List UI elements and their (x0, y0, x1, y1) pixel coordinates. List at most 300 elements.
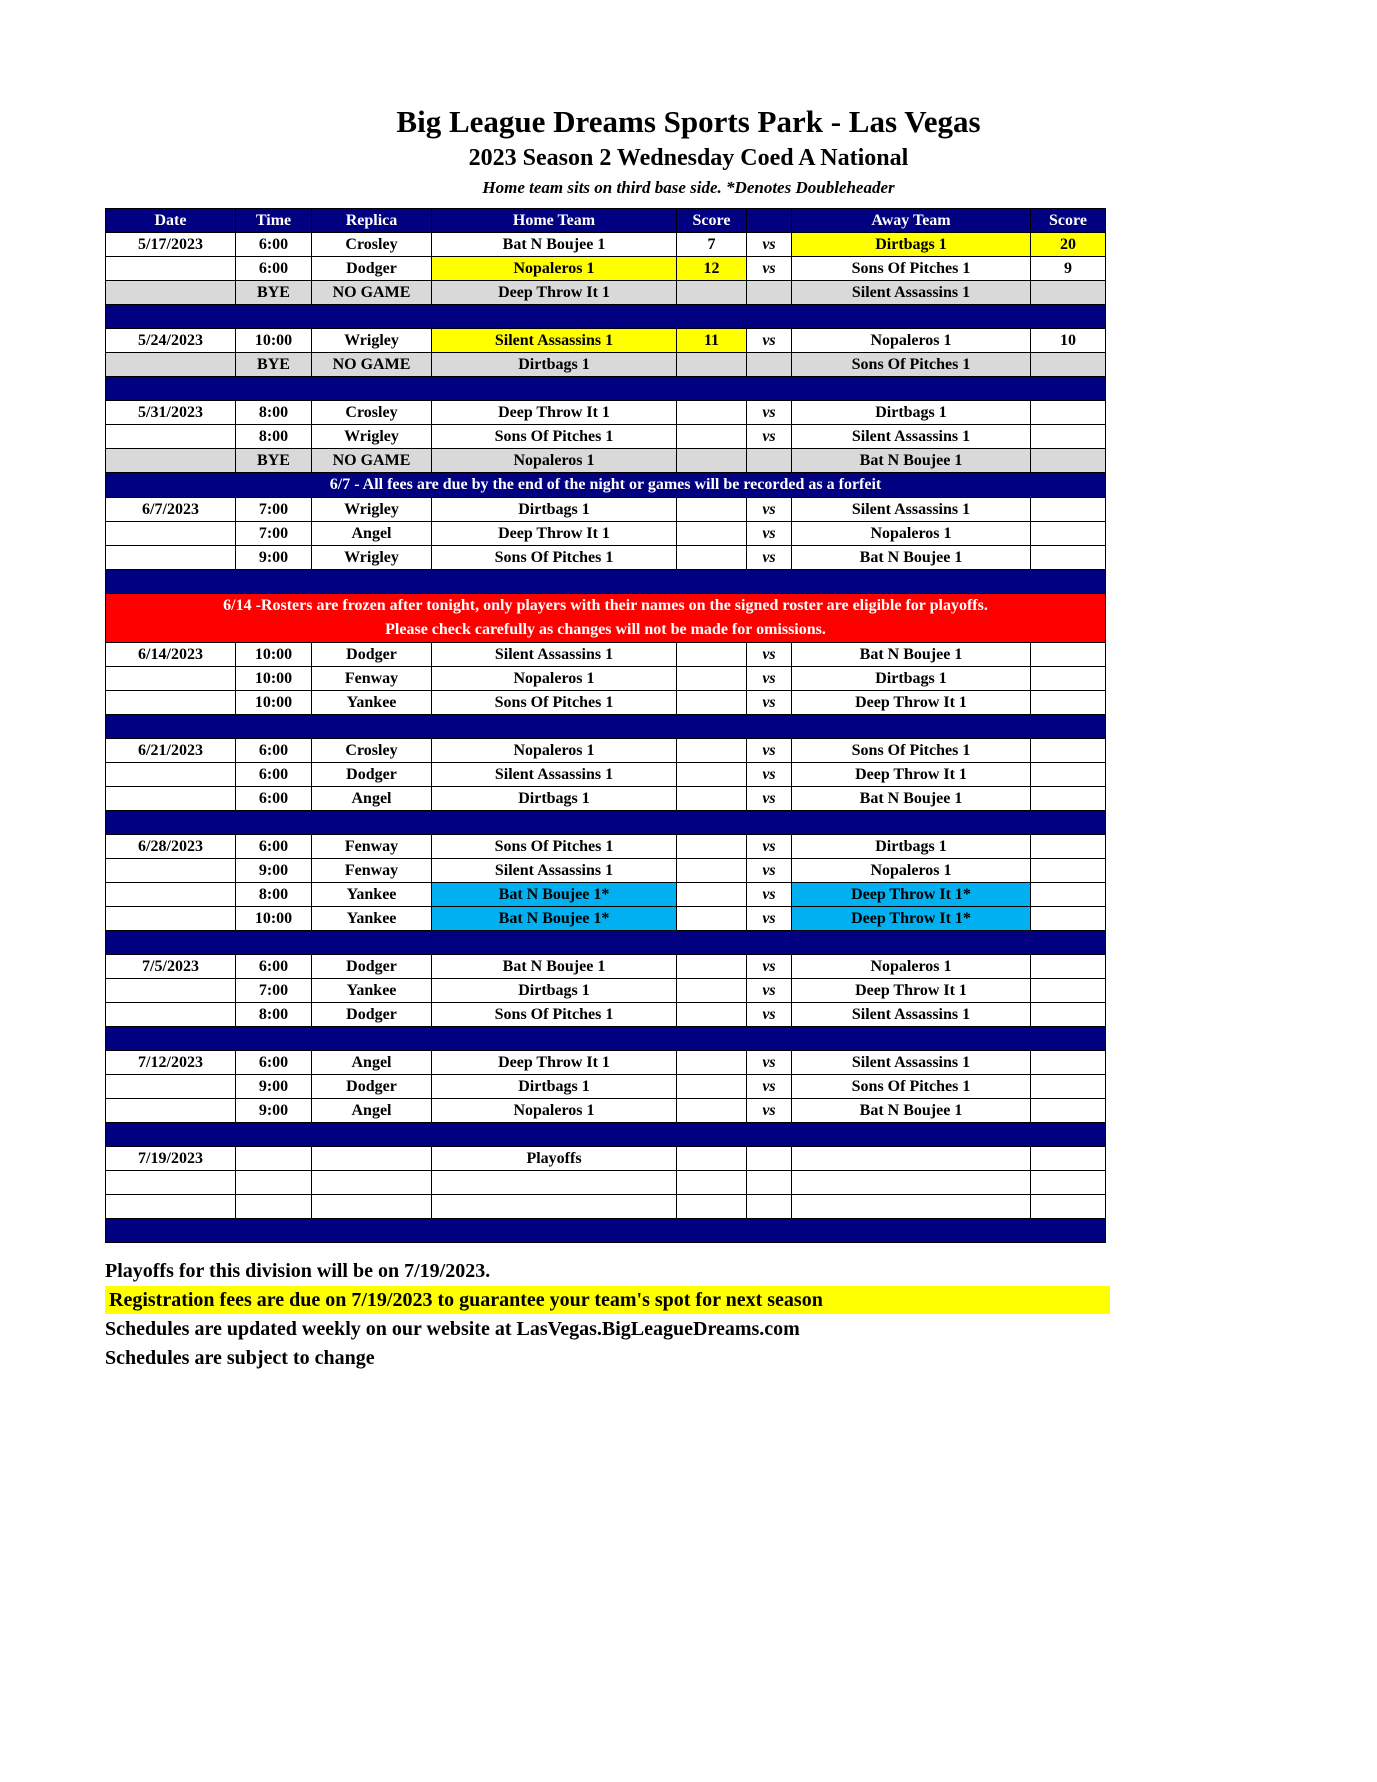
notice-cell (106, 594, 1106, 643)
date-cell (106, 546, 236, 570)
schedule-table (105, 208, 1106, 1243)
empty-row (106, 1195, 1106, 1219)
home-score-cell (677, 281, 747, 305)
notice-line: 6/7 - All fees are due by the end of the night or games will be recorded as a forfeit (329, 476, 882, 494)
separator-cell (106, 570, 1106, 594)
replica-cell: Yankee (312, 883, 432, 907)
vs-cell: vs (747, 425, 792, 449)
home-team-cell: Sons Of Pitches 1 (432, 691, 677, 715)
home-team-cell: Silent Assassins 1 (432, 859, 677, 883)
away-team-cell: Deep Throw It 1* (792, 883, 1031, 907)
home-score-cell (677, 498, 747, 522)
away-score-cell (1031, 883, 1106, 907)
away-score-cell (1031, 498, 1106, 522)
vs-cell: vs (747, 667, 792, 691)
time-cell (236, 1147, 312, 1171)
separator-row (106, 377, 1106, 401)
game-row (106, 859, 1106, 883)
home-score-cell: 12 (677, 257, 747, 281)
separator-cell (106, 305, 1106, 329)
away-score-cell (1031, 1051, 1106, 1075)
time-cell: 10:00 (236, 667, 312, 691)
separator-cell (106, 931, 1106, 955)
away-team-cell: Dirtbags 1 (792, 401, 1031, 425)
footer-line: Playoffs for this division will be on 7/19/2023. (105, 1260, 491, 1283)
home-score-cell (677, 1099, 747, 1123)
vs-cell: vs (747, 1099, 792, 1123)
replica-cell (312, 1147, 432, 1171)
date-cell (106, 787, 236, 811)
game-row (106, 883, 1106, 907)
away-team-cell: Deep Throw It 1* (792, 907, 1031, 931)
home-team-cell: Dirtbags 1 (432, 979, 677, 1003)
replica-cell: Yankee (312, 907, 432, 931)
notice-row (106, 594, 1106, 643)
replica-cell: Wrigley (312, 546, 432, 570)
game-row (106, 401, 1106, 425)
bye-row (106, 449, 1106, 473)
separator-cell (106, 715, 1106, 739)
home-score-cell (677, 1051, 747, 1075)
away-team-cell: Deep Throw It 1 (792, 691, 1031, 715)
page-note: Home team sits on third base side. *Denotes Doubleheader (482, 178, 895, 198)
away-score-cell (1031, 787, 1106, 811)
home-score-cell (677, 787, 747, 811)
replica-cell: Wrigley (312, 425, 432, 449)
date-cell: 5/17/2023 (106, 233, 236, 257)
time-cell: 9:00 (236, 1075, 312, 1099)
vs-cell: vs (747, 233, 792, 257)
date-cell (106, 281, 236, 305)
away-team-cell: Bat N Boujee 1 (792, 1099, 1031, 1123)
home-score-cell (677, 353, 747, 377)
separator-cell (106, 377, 1106, 401)
home-team-cell: Nopaleros 1 (432, 257, 677, 281)
separator-cell (106, 1027, 1106, 1051)
away-score-cell (1031, 979, 1106, 1003)
home-score-cell (677, 979, 747, 1003)
time-cell: 6:00 (236, 257, 312, 281)
separator-row (106, 1123, 1106, 1147)
home-team-cell: Deep Throw It 1 (432, 281, 677, 305)
away-score-cell (1031, 1075, 1106, 1099)
date-cell (106, 859, 236, 883)
away-team-cell: Dirtbags 1 (792, 233, 1031, 257)
away-team-cell: Silent Assassins 1 (792, 281, 1031, 305)
date-cell (106, 979, 236, 1003)
home-score-cell (677, 449, 747, 473)
header-row (106, 209, 1106, 233)
column-header: Home Team (432, 209, 677, 233)
away-team-cell (792, 1171, 1031, 1195)
date-cell: 5/31/2023 (106, 401, 236, 425)
bye-row (106, 353, 1106, 377)
home-score-cell: 11 (677, 329, 747, 353)
home-team-cell: Sons Of Pitches 1 (432, 835, 677, 859)
away-score-cell (1031, 1099, 1106, 1123)
away-team-cell: Sons Of Pitches 1 (792, 739, 1031, 763)
home-score-cell (677, 643, 747, 667)
replica-cell: Crosley (312, 401, 432, 425)
date-cell: 6/28/2023 (106, 835, 236, 859)
time-cell: 8:00 (236, 1003, 312, 1027)
notice-row (106, 473, 1106, 498)
time-cell: 6:00 (236, 233, 312, 257)
replica-cell: NO GAME (312, 353, 432, 377)
time-cell: 7:00 (236, 498, 312, 522)
away-score-cell (1031, 425, 1106, 449)
home-score-cell (677, 691, 747, 715)
home-team-cell: Deep Throw It 1 (432, 522, 677, 546)
time-cell: 8:00 (236, 883, 312, 907)
column-header (747, 209, 792, 233)
time-cell: 6:00 (236, 835, 312, 859)
away-score-cell: 20 (1031, 233, 1106, 257)
away-team-cell: Bat N Boujee 1 (792, 449, 1031, 473)
date-cell (106, 907, 236, 931)
vs-cell: vs (747, 883, 792, 907)
time-cell: BYE (236, 449, 312, 473)
notice-cell (106, 473, 1106, 498)
separator-cell (106, 1123, 1106, 1147)
home-score-cell (677, 883, 747, 907)
vs-cell (747, 1195, 792, 1219)
vs-cell: vs (747, 835, 792, 859)
home-score-cell (677, 955, 747, 979)
home-team-cell: Bat N Boujee 1 (432, 233, 677, 257)
home-score-cell (677, 907, 747, 931)
away-score-cell (1031, 522, 1106, 546)
home-team-cell: Nopaleros 1 (432, 739, 677, 763)
separator-row (106, 715, 1106, 739)
home-score-cell (677, 667, 747, 691)
game-row (106, 1099, 1106, 1123)
time-cell: 8:00 (236, 425, 312, 449)
vs-cell (747, 281, 792, 305)
vs-cell: vs (747, 257, 792, 281)
date-cell (106, 691, 236, 715)
replica-cell: NO GAME (312, 281, 432, 305)
home-score-cell (677, 546, 747, 570)
time-cell (236, 1195, 312, 1219)
vs-cell (747, 353, 792, 377)
home-score-cell (677, 522, 747, 546)
date-cell (106, 1003, 236, 1027)
away-score-cell (1031, 955, 1106, 979)
away-score-cell (1031, 667, 1106, 691)
vs-cell: vs (747, 401, 792, 425)
footer (105, 1257, 1110, 1372)
game-row (106, 1147, 1106, 1171)
vs-cell (747, 1171, 792, 1195)
away-score-cell (1031, 763, 1106, 787)
vs-cell: vs (747, 498, 792, 522)
away-team-cell: Bat N Boujee 1 (792, 546, 1031, 570)
home-team-cell: Bat N Boujee 1 (432, 955, 677, 979)
game-row (106, 835, 1106, 859)
date-cell (106, 1075, 236, 1099)
game-row (106, 1075, 1106, 1099)
away-team-cell: Dirtbags 1 (792, 835, 1031, 859)
replica-cell: Angel (312, 1099, 432, 1123)
away-team-cell: Sons Of Pitches 1 (792, 353, 1031, 377)
empty-row (106, 1171, 1106, 1195)
date-cell (106, 1171, 236, 1195)
bye-row (106, 281, 1106, 305)
game-row (106, 498, 1106, 522)
time-cell: 9:00 (236, 546, 312, 570)
game-row (106, 425, 1106, 449)
vs-cell: vs (747, 859, 792, 883)
home-team-cell: Sons Of Pitches 1 (432, 425, 677, 449)
page-title: Big League Dreams Sports Park - Las Vegas (396, 104, 981, 139)
vs-cell: vs (747, 739, 792, 763)
away-team-cell: Deep Throw It 1 (792, 763, 1031, 787)
home-score-cell (677, 1171, 747, 1195)
home-team-cell: Nopaleros 1 (432, 1099, 677, 1123)
game-row (106, 979, 1106, 1003)
game-row (106, 667, 1106, 691)
replica-cell: Dodger (312, 1003, 432, 1027)
time-cell: 8:00 (236, 401, 312, 425)
away-team-cell: Bat N Boujee 1 (792, 643, 1031, 667)
replica-cell: Wrigley (312, 498, 432, 522)
vs-cell (747, 1147, 792, 1171)
home-team-cell: Nopaleros 1 (432, 449, 677, 473)
home-score-cell (677, 739, 747, 763)
separator-row (106, 931, 1106, 955)
home-score-cell (677, 1147, 747, 1171)
home-score-cell (677, 859, 747, 883)
separator-row (106, 1027, 1106, 1051)
home-team-cell: Silent Assassins 1 (432, 643, 677, 667)
vs-cell: vs (747, 763, 792, 787)
game-row (106, 546, 1106, 570)
date-cell (106, 667, 236, 691)
date-cell (106, 449, 236, 473)
away-team-cell: Sons Of Pitches 1 (792, 257, 1031, 281)
home-score-cell (677, 1075, 747, 1099)
column-header: Replica (312, 209, 432, 233)
date-cell (106, 257, 236, 281)
vs-cell: vs (747, 955, 792, 979)
away-team-cell: Nopaleros 1 (792, 955, 1031, 979)
replica-cell: Angel (312, 1051, 432, 1075)
away-score-cell (1031, 1147, 1106, 1171)
time-cell (236, 1171, 312, 1195)
home-team-cell: Sons Of Pitches 1 (432, 546, 677, 570)
separator-cell (106, 1219, 1106, 1243)
home-score-cell (677, 425, 747, 449)
footer-line: Schedules are updated weekly on our website at LasVegas.BigLeagueDreams.com (105, 1318, 800, 1341)
game-row (106, 955, 1106, 979)
date-cell (106, 522, 236, 546)
time-cell: 6:00 (236, 1051, 312, 1075)
home-score-cell: 7 (677, 233, 747, 257)
time-cell: 6:00 (236, 739, 312, 763)
home-team-cell: Bat N Boujee 1* (432, 883, 677, 907)
home-team-cell: Dirtbags 1 (432, 353, 677, 377)
date-cell (106, 763, 236, 787)
date-cell: 6/7/2023 (106, 498, 236, 522)
date-cell: 5/24/2023 (106, 329, 236, 353)
away-score-cell (1031, 401, 1106, 425)
schedule-body (106, 233, 1106, 1243)
column-header: Date (106, 209, 236, 233)
game-row (106, 233, 1106, 257)
replica-cell: Fenway (312, 859, 432, 883)
date-cell: 7/19/2023 (106, 1147, 236, 1171)
replica-cell: Fenway (312, 835, 432, 859)
away-score-cell (1031, 1003, 1106, 1027)
away-score-cell (1031, 281, 1106, 305)
away-score-cell: 9 (1031, 257, 1106, 281)
away-team-cell: Dirtbags 1 (792, 667, 1031, 691)
away-score-cell (1031, 643, 1106, 667)
away-score-cell (1031, 449, 1106, 473)
vs-cell: vs (747, 907, 792, 931)
vs-cell: vs (747, 1003, 792, 1027)
home-team-cell: Bat N Boujee 1* (432, 907, 677, 931)
home-team-cell (432, 1171, 677, 1195)
home-team-cell: Sons Of Pitches 1 (432, 1003, 677, 1027)
home-score-cell (677, 835, 747, 859)
vs-cell: vs (747, 691, 792, 715)
vs-cell: vs (747, 1075, 792, 1099)
column-header: Score (677, 209, 747, 233)
away-team-cell (792, 1195, 1031, 1219)
replica-cell: NO GAME (312, 449, 432, 473)
time-cell: 7:00 (236, 979, 312, 1003)
time-cell: 9:00 (236, 1099, 312, 1123)
page-subtitle: 2023 Season 2 Wednesday Coed A National (468, 145, 909, 172)
date-cell: 6/21/2023 (106, 739, 236, 763)
separator-row (106, 305, 1106, 329)
column-header: Score (1031, 209, 1106, 233)
column-header: Away Team (792, 209, 1031, 233)
replica-cell: Dodger (312, 955, 432, 979)
game-row (106, 522, 1106, 546)
replica-cell (312, 1171, 432, 1195)
home-score-cell (677, 1195, 747, 1219)
away-score-cell: 10 (1031, 329, 1106, 353)
time-cell: 10:00 (236, 907, 312, 931)
replica-cell: Angel (312, 787, 432, 811)
home-team-cell: Nopaleros 1 (432, 667, 677, 691)
time-cell: 9:00 (236, 859, 312, 883)
replica-cell (312, 1195, 432, 1219)
home-team-cell: Silent Assassins 1 (432, 763, 677, 787)
date-cell (106, 883, 236, 907)
replica-cell: Angel (312, 522, 432, 546)
away-team-cell: Nopaleros 1 (792, 522, 1031, 546)
game-row (106, 1051, 1106, 1075)
game-row (106, 643, 1106, 667)
home-score-cell (677, 1003, 747, 1027)
time-cell: 6:00 (236, 955, 312, 979)
away-score-cell (1031, 1171, 1106, 1195)
home-score-cell (677, 763, 747, 787)
vs-cell: vs (747, 979, 792, 1003)
time-cell: BYE (236, 281, 312, 305)
home-score-cell (677, 401, 747, 425)
away-team-cell: Silent Assassins 1 (792, 1003, 1031, 1027)
replica-cell: Yankee (312, 979, 432, 1003)
home-team-cell: Playoffs (432, 1147, 677, 1171)
away-score-cell (1031, 859, 1106, 883)
replica-cell: Dodger (312, 1075, 432, 1099)
date-cell (106, 1195, 236, 1219)
date-cell (106, 425, 236, 449)
away-score-cell (1031, 739, 1106, 763)
home-team-cell: Dirtbags 1 (432, 498, 677, 522)
replica-cell: Dodger (312, 643, 432, 667)
away-team-cell: Silent Assassins 1 (792, 498, 1031, 522)
date-cell: 6/14/2023 (106, 643, 236, 667)
time-cell: BYE (236, 353, 312, 377)
vs-cell: vs (747, 1051, 792, 1075)
away-score-cell (1031, 353, 1106, 377)
game-row (106, 739, 1106, 763)
away-team-cell: Silent Assassins 1 (792, 425, 1031, 449)
time-cell: 7:00 (236, 522, 312, 546)
time-cell: 6:00 (236, 763, 312, 787)
notice-line: Please check carefully as changes will not be made for omissions. (385, 621, 826, 639)
replica-cell: Wrigley (312, 329, 432, 353)
separator-row (106, 570, 1106, 594)
game-row (106, 257, 1106, 281)
date-cell (106, 353, 236, 377)
game-row (106, 691, 1106, 715)
game-row (106, 907, 1106, 931)
date-cell (106, 1099, 236, 1123)
vs-cell: vs (747, 522, 792, 546)
time-cell: 10:00 (236, 691, 312, 715)
vs-cell: vs (747, 643, 792, 667)
vs-cell: vs (747, 329, 792, 353)
home-team-cell: Dirtbags 1 (432, 787, 677, 811)
away-team-cell: Nopaleros 1 (792, 329, 1031, 353)
vs-cell (747, 449, 792, 473)
separator-cell (106, 811, 1106, 835)
date-cell: 7/12/2023 (106, 1051, 236, 1075)
notice-line: 6/14 -Rosters are frozen after tonight, only players with their names on the signed roster are eligible for playoffs. (223, 597, 988, 615)
away-team-cell: Sons Of Pitches 1 (792, 1075, 1031, 1099)
home-team-cell: Silent Assassins 1 (432, 329, 677, 353)
replica-cell: Fenway (312, 667, 432, 691)
footer-line: Schedules are subject to change (105, 1347, 375, 1370)
date-cell: 7/5/2023 (106, 955, 236, 979)
away-team-cell: Bat N Boujee 1 (792, 787, 1031, 811)
away-score-cell (1031, 546, 1106, 570)
home-team-cell: Deep Throw It 1 (432, 1051, 677, 1075)
replica-cell: Yankee (312, 691, 432, 715)
home-team-cell (432, 1195, 677, 1219)
column-header: Time (236, 209, 312, 233)
replica-cell: Dodger (312, 257, 432, 281)
away-team-cell (792, 1147, 1031, 1171)
game-row (106, 787, 1106, 811)
vs-cell: vs (747, 787, 792, 811)
game-row (106, 329, 1106, 353)
replica-cell: Crosley (312, 739, 432, 763)
time-cell: 10:00 (236, 329, 312, 353)
home-team-cell: Deep Throw It 1 (432, 401, 677, 425)
home-team-cell: Dirtbags 1 (432, 1075, 677, 1099)
time-cell: 10:00 (236, 643, 312, 667)
away-team-cell: Nopaleros 1 (792, 859, 1031, 883)
away-score-cell (1031, 1195, 1106, 1219)
